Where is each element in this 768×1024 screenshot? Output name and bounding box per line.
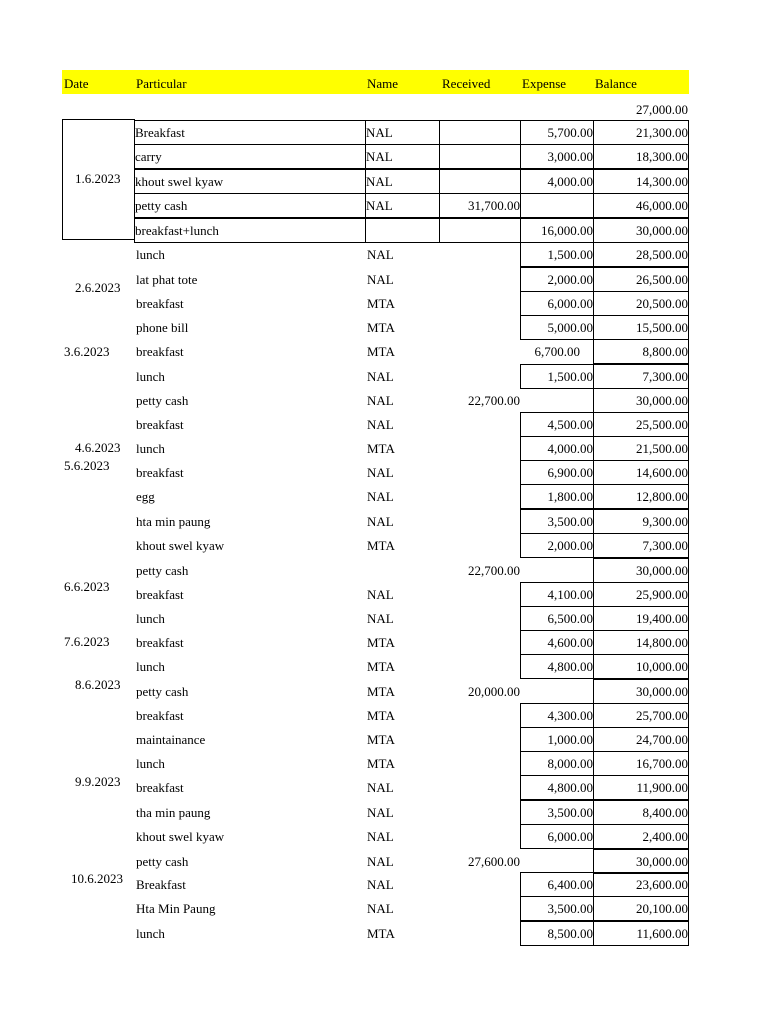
expense-cell: 2,000.00 <box>520 533 594 558</box>
particular-cell: lunch <box>136 441 165 456</box>
opening-balance: 27,000.00 <box>636 102 688 117</box>
name-cell: NAL <box>367 465 394 480</box>
date-label: 7.6.2023 <box>64 634 110 649</box>
balance-cell: 18,300.00 <box>593 144 689 169</box>
name-cell: MTA <box>367 320 395 335</box>
name-cell: MTA <box>367 926 395 941</box>
received-cell <box>440 368 520 385</box>
balance-cell: 10,000.00 <box>593 654 689 679</box>
particular-cell: petty cash <box>136 684 189 699</box>
received-cell <box>440 804 520 821</box>
balance-cell: 7,300.00 <box>593 364 689 389</box>
particular-cell: breakfast <box>136 296 184 311</box>
particular-cell: phone bill <box>136 320 189 335</box>
name-cell: NAL <box>365 144 440 169</box>
particular-cell: egg <box>136 489 155 504</box>
balance-cell: 21,500.00 <box>593 436 689 461</box>
balance-cell: 23,600.00 <box>593 872 689 897</box>
particular-cell: petty cash <box>136 854 189 869</box>
balance-cell: 30,000.00 <box>593 849 689 874</box>
received-cell <box>440 343 520 360</box>
expense-cell: 4,300.00 <box>520 703 594 728</box>
particular-cell: lunch <box>136 756 165 771</box>
expense-cell <box>520 853 594 870</box>
received-cell <box>440 925 520 942</box>
expense-cell: 3,500.00 <box>520 896 594 921</box>
particular-cell: breakfast <box>136 587 184 602</box>
expense-cell: 1,500.00 <box>520 242 594 267</box>
balance-cell: 24,700.00 <box>593 727 689 752</box>
balance-cell: 12,800.00 <box>593 484 689 509</box>
name-cell: MTA <box>367 732 395 747</box>
name-cell: NAL <box>367 369 394 384</box>
balance-cell: 30,000.00 <box>593 388 689 413</box>
header-received: Received <box>442 76 491 91</box>
date-label: 10.6.2023 <box>71 871 123 886</box>
received-cell <box>440 658 520 675</box>
balance-cell: 20,100.00 <box>593 896 689 921</box>
name-cell <box>365 218 440 243</box>
expense-cell: 8,500.00 <box>520 921 594 946</box>
balance-cell: 28,500.00 <box>593 242 689 267</box>
balance-cell: 9,300.00 <box>593 509 689 534</box>
expense-cell: 4,100.00 <box>520 582 594 607</box>
expense-cell <box>520 392 594 409</box>
expense-cell: 3,000.00 <box>520 144 594 169</box>
expense-cell <box>520 562 594 579</box>
header-expense: Expense <box>522 76 567 91</box>
received-cell: 22,700.00 <box>468 393 520 408</box>
date-label: 6.6.2023 <box>64 579 110 594</box>
name-cell: NAL <box>367 417 394 432</box>
name-cell: MTA <box>367 684 395 699</box>
received-cell: 22,700.00 <box>468 563 520 578</box>
received-cell <box>440 513 520 530</box>
expense-cell <box>520 193 594 218</box>
balance-cell: 14,300.00 <box>593 169 689 194</box>
expense-cell: 4,600.00 <box>520 630 594 655</box>
received-cell <box>439 169 521 194</box>
expense-cell: 4,800.00 <box>520 775 594 800</box>
balance-cell: 20,500.00 <box>593 291 689 316</box>
name-cell: MTA <box>367 659 395 674</box>
balance-cell: 7,300.00 <box>593 533 689 558</box>
received-cell <box>440 755 520 772</box>
name-cell: NAL <box>365 169 440 194</box>
header-balance: Balance <box>595 76 637 91</box>
expense-cell: 6,500.00 <box>520 606 594 631</box>
expense-cell <box>520 683 594 700</box>
name-cell <box>367 562 437 579</box>
balance-cell: 19,400.00 <box>593 606 689 631</box>
particular-cell: Hta Min Paung <box>136 901 216 916</box>
expense-cell: 4,000.00 <box>520 169 594 194</box>
received-cell <box>440 779 520 796</box>
particular-cell: petty cash <box>136 563 189 578</box>
balance-cell: 21,300.00 <box>593 120 689 145</box>
header-particular: Particular <box>136 76 187 91</box>
particular-cell: petty cash <box>134 193 366 218</box>
name-cell: NAL <box>367 854 394 869</box>
balance-cell: 8,400.00 <box>593 800 689 825</box>
particular-cell: breakfast+lunch <box>134 218 366 243</box>
particular-cell: breakfast <box>136 344 184 359</box>
particular-cell: lunch <box>136 611 165 626</box>
received-cell <box>440 634 520 651</box>
header-name: Name <box>367 76 399 91</box>
expense-cell: 4,500.00 <box>520 412 594 437</box>
balance-cell: 16,700.00 <box>593 751 689 776</box>
particular-cell: Breakfast <box>136 877 186 892</box>
particular-cell: maintainance <box>136 732 206 747</box>
balance-cell: 30,000.00 <box>593 218 689 243</box>
particular-cell: lunch <box>136 369 165 384</box>
balance-cell: 25,700.00 <box>593 703 689 728</box>
date-label: 8.6.2023 <box>75 677 121 692</box>
name-cell: NAL <box>367 877 394 892</box>
received-cell <box>440 610 520 627</box>
received-cell <box>439 120 521 145</box>
received-cell <box>440 876 520 893</box>
balance-cell: 26,500.00 <box>593 267 689 292</box>
received-cell <box>440 416 520 433</box>
balance-cell: 11,900.00 <box>593 775 689 800</box>
particular-cell: lunch <box>136 926 165 941</box>
name-cell: NAL <box>367 247 394 262</box>
received-cell <box>440 586 520 603</box>
expense-cell: 16,000.00 <box>520 218 594 243</box>
received-cell <box>440 271 520 288</box>
name-cell: MTA <box>367 441 395 456</box>
particular-cell: hta min paung <box>136 514 211 529</box>
particular-cell: breakfast <box>136 635 184 650</box>
name-cell: NAL <box>367 901 394 916</box>
balance-cell: 2,400.00 <box>593 824 689 849</box>
name-cell: MTA <box>367 296 395 311</box>
header-date: Date <box>64 76 89 91</box>
balance-cell: 46,000.00 <box>593 193 689 218</box>
name-cell: NAL <box>367 587 394 602</box>
expense-cell: 5,000.00 <box>520 315 594 340</box>
received-cell <box>440 537 520 554</box>
received-cell <box>440 900 520 917</box>
received-cell <box>440 488 520 505</box>
expense-cell: 1,500.00 <box>520 364 594 389</box>
name-cell: NAL <box>367 272 394 287</box>
balance-cell: 14,600.00 <box>593 460 689 485</box>
particular-cell: breakfast <box>136 780 184 795</box>
received-cell: 20,000.00 <box>468 684 520 699</box>
balance-cell: 11,600.00 <box>593 921 689 946</box>
received-cell <box>440 731 520 748</box>
name-cell: NAL <box>367 829 394 844</box>
expense-cell: 6,000.00 <box>520 291 594 316</box>
expense-cell: 5,700.00 <box>520 120 594 145</box>
received-cell: 31,700.00 <box>439 193 521 218</box>
date-label: 2.6.2023 <box>75 280 121 295</box>
received-cell <box>440 440 520 457</box>
particular-cell: lunch <box>136 659 165 674</box>
date-label: 5.6.2023 <box>64 458 110 473</box>
received-cell <box>440 295 520 312</box>
name-cell: MTA <box>367 756 395 771</box>
received-cell <box>440 828 520 845</box>
particular-cell: khout swel kyaw <box>136 538 225 553</box>
balance-cell: 8,800.00 <box>593 339 689 364</box>
expense-cell: 4,800.00 <box>520 654 594 679</box>
received-cell <box>440 246 520 263</box>
particular-cell: Breakfast <box>134 120 366 145</box>
date-label: 4.6.2023 <box>75 440 121 455</box>
name-cell: MTA <box>367 538 395 553</box>
expense-cell: 1,800.00 <box>520 484 594 509</box>
received-cell <box>440 707 520 724</box>
name-cell: NAL <box>367 780 394 795</box>
received-cell: 27,600.00 <box>468 854 520 869</box>
expense-cell: 1,000.00 <box>520 727 594 752</box>
name-cell: NAL <box>365 120 440 145</box>
name-cell: NAL <box>367 805 394 820</box>
balance-cell: 25,500.00 <box>593 412 689 437</box>
expense-cell: 6,400.00 <box>520 872 594 897</box>
expense-cell: 6,000.00 <box>520 824 594 849</box>
date-label: 3.6.2023 <box>64 344 110 359</box>
name-cell: NAL <box>365 193 440 218</box>
balance-cell: 30,000.00 <box>593 558 689 583</box>
name-cell: MTA <box>367 635 395 650</box>
expense-cell: 3,500.00 <box>520 509 594 534</box>
particular-cell: khout swel kyaw <box>134 169 366 194</box>
balance-cell: 15,500.00 <box>593 315 689 340</box>
name-cell: MTA <box>367 708 395 723</box>
expense-cell: 6,900.00 <box>520 460 594 485</box>
particular-cell: tha min paung <box>136 805 211 820</box>
particular-cell: breakfast <box>136 417 184 432</box>
particular-cell: lat phat tote <box>136 272 198 287</box>
particular-cell: petty cash <box>136 393 189 408</box>
date-label: 1.6.2023 <box>75 171 121 186</box>
expense-cell: 6,700.00 <box>534 344 580 359</box>
particular-cell: breakfast <box>136 465 184 480</box>
received-cell <box>440 319 520 336</box>
date-label: 9.9.2023 <box>75 774 121 789</box>
name-cell: NAL <box>367 393 394 408</box>
particular-cell: carry <box>134 144 366 169</box>
received-cell <box>439 144 521 169</box>
balance-cell: 25,900.00 <box>593 582 689 607</box>
name-cell: NAL <box>367 489 394 504</box>
balance-cell: 30,000.00 <box>593 679 689 704</box>
expense-cell: 2,000.00 <box>520 267 594 292</box>
name-cell: NAL <box>367 611 394 626</box>
name-cell: MTA <box>367 344 395 359</box>
particular-cell: breakfast <box>136 708 184 723</box>
balance-cell: 14,800.00 <box>593 630 689 655</box>
expense-cell: 4,000.00 <box>520 436 594 461</box>
particular-cell: khout swel kyaw <box>136 829 225 844</box>
received-cell <box>440 464 520 481</box>
received-cell <box>439 218 521 243</box>
name-cell: NAL <box>367 514 394 529</box>
expense-cell: 8,000.00 <box>520 751 594 776</box>
expense-cell: 3,500.00 <box>520 800 594 825</box>
particular-cell: lunch <box>136 247 165 262</box>
